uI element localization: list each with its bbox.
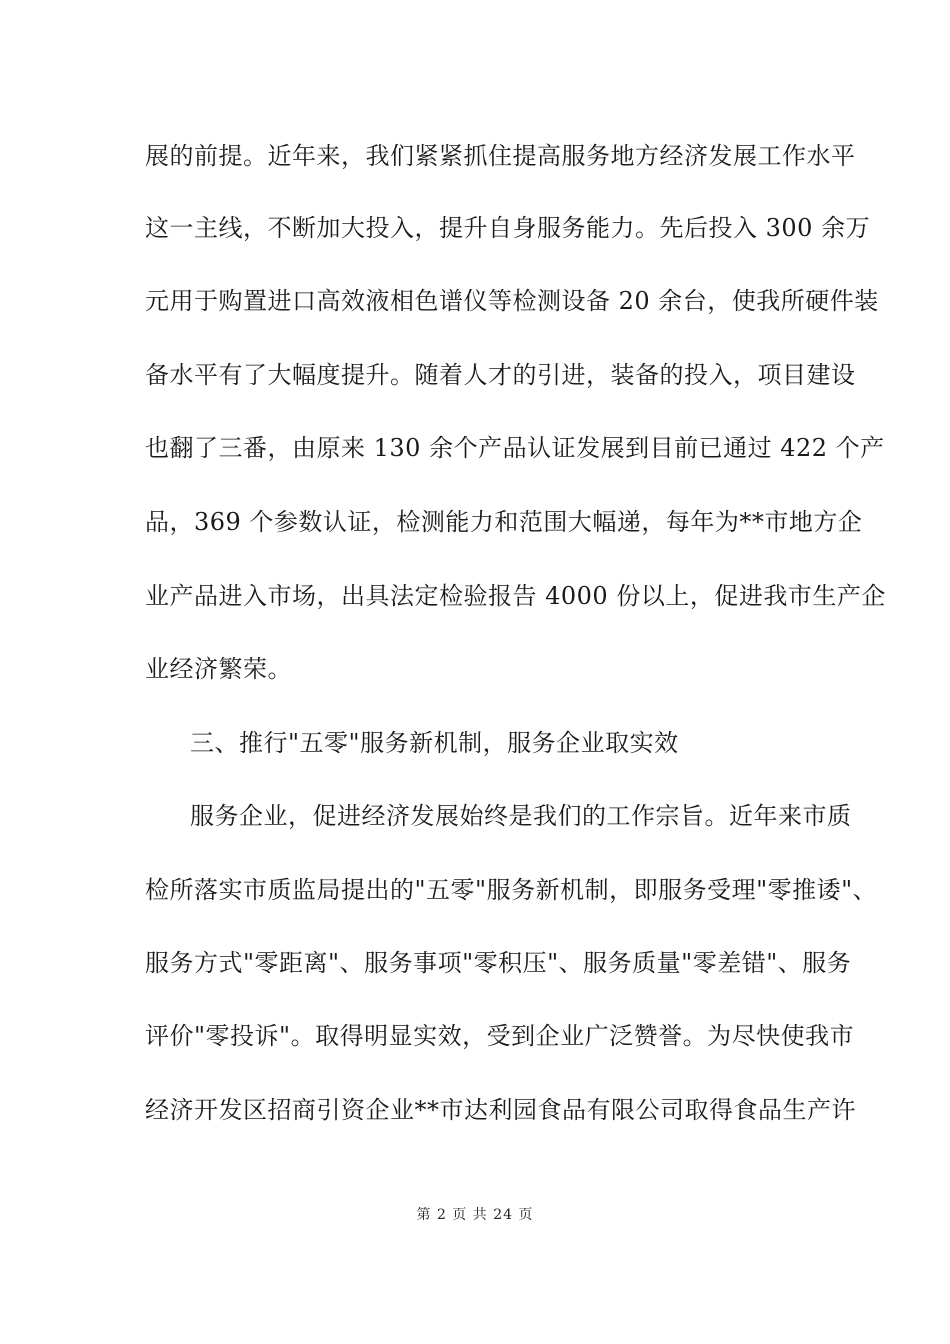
body-line: 检所落实市质监局提出的"五零"服务新机制，即服务受理"零推诿"、 xyxy=(145,876,878,904)
body-line: 业经济繁荣。 xyxy=(145,655,292,683)
page-number-footer: 第 2 页 共 24 页 xyxy=(416,1207,534,1223)
body-line: 品，369 个参数认证，检测能力和范围大幅递，每年为**市地方企 xyxy=(145,508,863,536)
body-line: 也翻了三番，由原来 130 余个产品认证发展到目前已通过 422 个产 xyxy=(145,434,885,462)
section-heading: 三、推行"五零"服务新机制，服务企业取实效 xyxy=(190,729,679,757)
body-line: 展的前提。近年来，我们紧紧抓住提高服务地方经济发展工作水平 xyxy=(145,142,856,170)
body-line: 评价"零投诉"。取得明显实效，受到企业广泛赞誉。为尽快使我市 xyxy=(145,1022,855,1050)
body-line: 元用于购置进口高效液相色谱仪等检测设备 20 余台，使我所硬件装 xyxy=(145,287,879,315)
body-line: 经济开发区招商引资企业**市达利园食品有限公司取得食品生产许 xyxy=(145,1096,856,1124)
body-line: 服务方式"零距离"、服务事项"零积压"、服务质量"零差错"、服务 xyxy=(145,949,852,977)
body-line: 服务企业，促进经济发展始终是我们的工作宗旨。近年来市质 xyxy=(190,802,852,830)
body-line: 业产品进入市场，出具法定检验报告 4000 份以上，促进我市生产企 xyxy=(145,582,886,610)
body-line: 备水平有了大幅度提升。随着人才的引进，装备的投入，项目建设 xyxy=(145,361,856,389)
body-line: 这一主线，不断加大投入，提升自身服务能力。先后投入 300 余万 xyxy=(145,214,871,242)
